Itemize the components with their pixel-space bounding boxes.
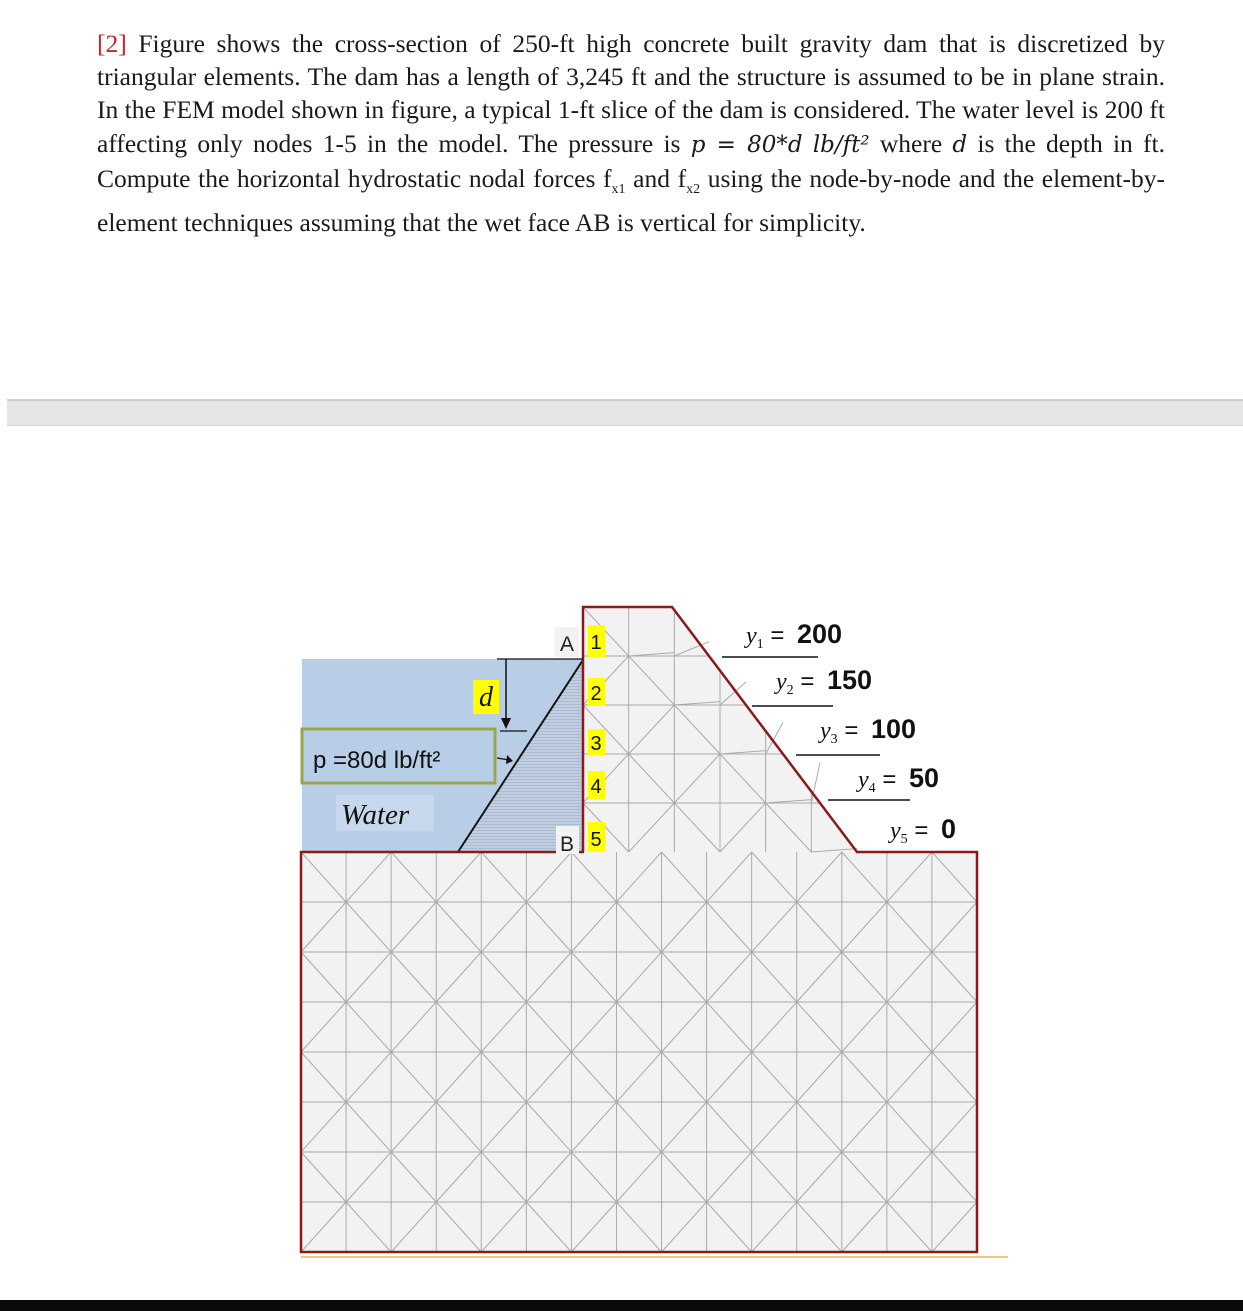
level-1-value: 200 bbox=[797, 619, 843, 649]
problem-number: [2] bbox=[97, 29, 127, 58]
water-label: Water bbox=[341, 799, 410, 831]
pressure-units: lb/ft² bbox=[812, 131, 870, 158]
level-5-sub: 5 bbox=[900, 832, 908, 847]
problem-text-where: where bbox=[869, 128, 953, 158]
level-4-label bbox=[856, 763, 939, 796]
level-3-value: 100 bbox=[871, 714, 917, 744]
level-2-value: 150 bbox=[827, 665, 873, 695]
level-1-sub: 1 bbox=[756, 637, 764, 652]
depth-label: d bbox=[479, 682, 493, 713]
level-3-sub: 3 bbox=[830, 732, 838, 747]
level-5-var: y bbox=[890, 818, 901, 844]
problem-text-intro: Figure shows the cross-section of 250-ft high concrete built gravity dam that is discretized by triangular elements. The dam has a length of 3,245 ft and the structure is assumed to be in plane strain. In the FEM model shown in figure, a typical 1-ft slice of the dam is considered. The water level is 200 ft affecting only nodes 1-5 in the model. The pressure is bbox=[97, 29, 1165, 158]
level-5-eq: = bbox=[907, 817, 936, 844]
problem-text-compute: is the depth in ft. Compute the horizontal hydrostatic nodal forces f bbox=[97, 128, 1165, 193]
subscript-x2: x2 bbox=[686, 181, 701, 197]
problem-text-and: and f bbox=[625, 163, 687, 193]
node-3-label: 3 bbox=[590, 733, 602, 755]
bottom-bar bbox=[0, 1300, 1243, 1311]
level-3-eq: = bbox=[837, 717, 866, 744]
level-5-label bbox=[888, 814, 956, 847]
point-a-label: A bbox=[559, 633, 575, 656]
node-1-label: 1 bbox=[590, 632, 602, 654]
level-4-sub: 4 bbox=[868, 781, 876, 796]
level-2-var: y bbox=[776, 669, 787, 695]
level-2-sub: 2 bbox=[786, 683, 794, 698]
node-4-label: 4 bbox=[590, 776, 602, 798]
subscript-x1: x1 bbox=[611, 181, 626, 197]
level-4-eq: = bbox=[875, 766, 904, 793]
depth-variable: d bbox=[952, 131, 968, 158]
level-4-value: 50 bbox=[909, 763, 940, 793]
pressure-box-label: p =80d lb/ft² bbox=[313, 747, 441, 774]
level-3-var: y bbox=[820, 718, 831, 744]
problem-text-end: using the node-by-node and the element-by-element techniques assuming that the wet face AB is vertical for simplicity. bbox=[97, 163, 1166, 238]
node-2-label: 2 bbox=[590, 683, 602, 705]
level-1-var: y bbox=[746, 623, 757, 649]
point-b-label: B bbox=[559, 833, 575, 856]
level-4-var: y bbox=[858, 767, 869, 793]
level-1-eq: = bbox=[763, 622, 792, 649]
pressure-formula: p = 80*d bbox=[690, 131, 803, 158]
node-5-label: 5 bbox=[590, 829, 602, 851]
level-5-value: 0 bbox=[941, 814, 957, 844]
level-2-eq: = bbox=[793, 668, 822, 695]
